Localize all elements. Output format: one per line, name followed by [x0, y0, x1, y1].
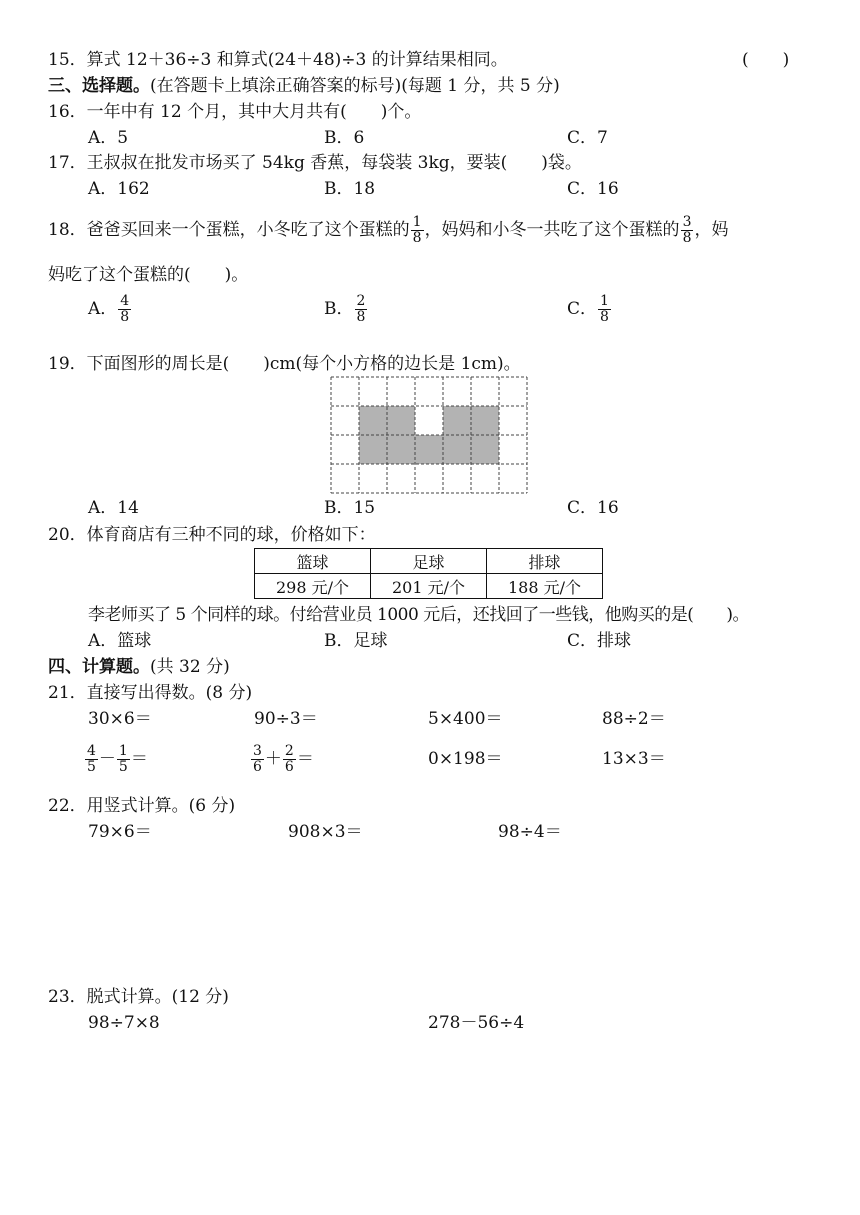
- q18-option-b-fraction: [355, 294, 368, 325]
- q15-text: 算式 12＋36÷3 和算式(24＋48)÷3 的计算结果相同。: [86, 50, 508, 70]
- q22-text: 用竖式计算。(6 分): [86, 796, 236, 816]
- price-table-header-football: 足球: [371, 549, 487, 574]
- q18-fraction-2: [681, 215, 694, 246]
- q19-option-a: A．14: [88, 498, 139, 518]
- q20-line: [48, 524, 376, 546]
- q18-option-c-label: C．: [567, 299, 598, 319]
- q19-number: 19．: [48, 354, 87, 374]
- q18-number: 18．: [48, 220, 87, 240]
- q21-item-8: 13×3＝: [602, 749, 666, 769]
- q22-line: [48, 795, 235, 817]
- q16-line: [48, 101, 421, 123]
- q16-text: 一年中有 12 个月，其中大月共有( )个。: [86, 102, 422, 122]
- section-3-title: 三、选择题。: [48, 76, 150, 96]
- q21-item-6: [250, 741, 314, 777]
- q21-item-5-operator: －: [98, 749, 116, 769]
- q18-fraction-1-numerator: 1: [412, 214, 422, 230]
- q22-item-3: 98÷4＝: [498, 822, 562, 842]
- q18-option-b-label: B．: [324, 299, 354, 319]
- price-volleyball: 188 元/个: [487, 574, 603, 599]
- grid-shaded-cell: [359, 435, 387, 464]
- q23-line: [48, 986, 229, 1008]
- q17-text: 王叔叔在批发市场买了 54kg 香蕉，每袋装 3kg，要装( )袋。: [86, 153, 582, 173]
- q18-line: [48, 212, 728, 248]
- q17-option-b: B．18: [324, 179, 376, 199]
- q18-option-a: [88, 291, 132, 327]
- q20-option-a: A．篮球: [88, 631, 152, 651]
- q21-item-6-f2-numerator: 2: [284, 743, 294, 759]
- q22-number: 22．: [48, 796, 87, 816]
- q18-option-b-denominator: 8: [356, 309, 366, 325]
- q23-text: 脱式计算。(12 分): [86, 987, 229, 1007]
- q21-item-6-f2-denominator: 6: [284, 759, 294, 775]
- q18-line-2: 妈吃了这个蛋糕的( )。: [48, 265, 249, 285]
- q22-item-2: 908×3＝: [288, 822, 363, 842]
- grid-shaded-cell: [359, 406, 387, 435]
- q21-item-6-f1-numerator: 3: [253, 743, 262, 759]
- grid-shaded-cell: [443, 435, 471, 464]
- grid-shaded-cell: [471, 406, 499, 435]
- q21-item-6-operator: ＋: [264, 749, 282, 769]
- q18-option-a-denominator: 8: [120, 309, 130, 325]
- grid-shaded-cell: [387, 406, 415, 435]
- q21-item-6-fraction-1: [251, 744, 264, 775]
- q18-option-c-fraction: [598, 294, 611, 325]
- price-table: [254, 548, 603, 599]
- q20-number: 20．: [48, 525, 87, 545]
- grid-shaded-cell: [443, 406, 471, 435]
- grid-shaded-cell: [415, 435, 443, 464]
- q23-item-1: 98÷7×8: [88, 1013, 160, 1033]
- q21-item-5-equals: ＝: [130, 749, 148, 769]
- q17-number: 17．: [48, 153, 87, 173]
- q19-option-c: C．16: [567, 498, 619, 518]
- q15-answer-paren: ( ): [742, 50, 790, 70]
- grid-shaded-cell: [471, 435, 499, 464]
- q18-option-b: [324, 291, 368, 327]
- q21-item-5-f2-denominator: 5: [118, 759, 128, 775]
- q16-option-a: A．5: [88, 128, 129, 148]
- q21-item-1: 30×6＝: [88, 709, 152, 729]
- q18-option-a-fraction: [118, 294, 131, 325]
- q21-item-5: [84, 741, 148, 777]
- q19-text: 下面图形的周长是( )cm(每个小方格的边长是 1cm)。: [86, 354, 521, 374]
- q15-number: 15．: [48, 50, 87, 70]
- q17-option-c: C．16: [567, 179, 619, 199]
- q23-item-2: 278－56÷4: [428, 1013, 525, 1033]
- q21-item-5-f1-denominator: 5: [87, 759, 96, 775]
- q19-line: [48, 353, 521, 375]
- q18-option-a-numerator: 4: [120, 293, 130, 309]
- q18-text-1: 爸爸买回来一个蛋糕，小冬吃了这个蛋糕的: [86, 220, 410, 240]
- q18-fraction-1-denominator: 8: [412, 230, 422, 246]
- q21-number: 21．: [48, 683, 87, 703]
- section-3-note: (在答题卡上填涂正确答案的标号)(每题 1 分，共 5 分): [150, 76, 560, 96]
- q16-option-b: B．6: [324, 128, 365, 148]
- q21-item-6-fraction-2: [283, 744, 296, 775]
- q16-number: 16．: [48, 102, 87, 122]
- q21-item-4: 88÷2＝: [602, 709, 666, 729]
- q18-fraction-1: [411, 215, 424, 246]
- q18-option-c-denominator: 8: [600, 309, 609, 325]
- section-4-header: [48, 656, 230, 678]
- q22-item-1: 79×6＝: [88, 822, 152, 842]
- price-basketball: 298 元/个: [255, 574, 371, 599]
- price-table-header-row: [255, 549, 603, 574]
- q20-question: 李老师买了 5 个同样的球。付给营业员 1000 元后，还找回了一些钱，他购买的是( )。: [88, 605, 749, 625]
- price-table-header-volleyball: 排球: [487, 549, 603, 574]
- q18-fraction-2-denominator: 8: [682, 230, 692, 246]
- price-football: 201 元/个: [371, 574, 487, 599]
- q21-item-5-f2-numerator: 1: [118, 743, 128, 759]
- q18-text-2: ，妈妈和小冬一共吃了这个蛋糕的: [424, 220, 680, 240]
- q21-item-5-f1-numerator: 4: [87, 743, 96, 759]
- q18-option-a-label: A．: [88, 299, 118, 319]
- q15-line: [48, 49, 508, 71]
- section-4-title: 四、计算题。: [48, 657, 150, 677]
- q16-option-c: C．7: [567, 128, 608, 148]
- price-table-price-row: [255, 574, 603, 599]
- q18-option-b-numerator: 2: [356, 293, 366, 309]
- q17-option-a: A．162: [88, 179, 150, 199]
- q19-option-b: B．15: [324, 498, 376, 518]
- section-4-note: (共 32 分): [150, 657, 230, 677]
- q21-line: [48, 682, 252, 704]
- q21-item-5-fraction-2: [117, 744, 130, 775]
- q18-text-3: ，妈: [694, 220, 729, 240]
- q23-number: 23．: [48, 987, 87, 1007]
- q20-text: 体育商店有三种不同的球，价格如下：: [86, 525, 376, 545]
- q21-text: 直接写出得数。(8 分): [86, 683, 253, 703]
- q18-option-c-numerator: 1: [600, 293, 609, 309]
- q21-item-6-equals: ＝: [296, 749, 314, 769]
- q21-item-7: 0×198＝: [428, 749, 503, 769]
- q20-option-b: B．足球: [324, 631, 388, 651]
- section-3-header: [48, 75, 560, 97]
- q19-grid-figure: [330, 376, 530, 494]
- q18-option-c: [567, 291, 612, 327]
- q21-item-6-f1-denominator: 6: [253, 759, 262, 775]
- q21-item-5-fraction-1: [85, 744, 98, 775]
- q21-item-3: 5×400＝: [428, 709, 503, 729]
- price-table-header-basketball: 篮球: [255, 549, 371, 574]
- q20-option-c: C．排球: [567, 631, 632, 651]
- grid-shaded-cell: [387, 435, 415, 464]
- q21-item-2: 90÷3＝: [254, 709, 318, 729]
- q17-line: [48, 152, 582, 174]
- q18-fraction-2-numerator: 3: [682, 214, 692, 230]
